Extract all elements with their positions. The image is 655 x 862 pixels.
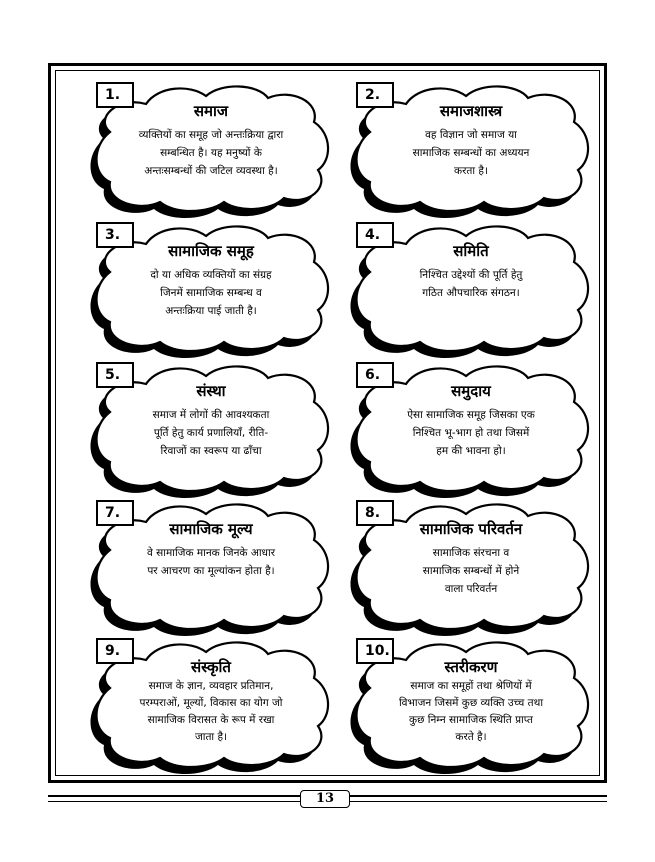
card-title: स्तरीकरण [444, 658, 498, 676]
card-description [374, 126, 568, 180]
card-description-line: जाता है। [194, 731, 228, 743]
card-description-line: हम की भावना हो। [436, 445, 506, 457]
card-description [114, 126, 308, 180]
card-description-line: वाला परिवर्तन [444, 583, 498, 595]
card-description-line: करते है। [455, 731, 487, 743]
concept-card [88, 638, 334, 766]
card-title: सामाजिक परिवर्तन [419, 520, 523, 538]
footer [48, 790, 607, 810]
card-description-line: गठित औपचारिक संगठन। [422, 287, 520, 299]
card-title: समाज [193, 102, 229, 120]
concept-card [348, 638, 594, 766]
card-description-line: दो या अधिक व्यक्तियों का संग्रह [150, 269, 272, 281]
card-number: 4. [356, 222, 394, 248]
card-description-line: वह विज्ञान जो समाज या [425, 129, 517, 141]
card-description-line: निश्चित उद्देश्यों की पूर्ति हेतु [419, 269, 523, 281]
concept-card [348, 500, 594, 628]
card-number: 5. [96, 362, 134, 388]
card-description [374, 678, 568, 746]
card-description-line: करता है। [454, 165, 488, 177]
card-description-line: सामाजिक सम्बन्धों का अध्ययन [412, 147, 530, 159]
card-description-line: विभाजन जिसमें कुछ व्यक्ति उच्च तथा [398, 697, 544, 709]
concept-card [348, 82, 594, 210]
card-description [374, 266, 568, 302]
card-description [114, 544, 308, 580]
concept-card [348, 362, 594, 490]
page-number: 13 [300, 790, 350, 808]
concept-card [88, 362, 334, 490]
card-number: 7. [96, 500, 134, 526]
card-description-line: ऐसा सामाजिक समूह जिसका एक [407, 409, 535, 421]
card-description-line: रिवाजों का स्वरूप या ढाँचा [160, 445, 262, 457]
card-description-line: समाज में लोगों की आवश्यकता [152, 409, 270, 421]
concept-card [348, 222, 594, 350]
card-description-line: सम्बन्धित है। यह मनुष्यों के [160, 147, 262, 159]
card-description-line: पर आचरण का मूल्यांकन होता है। [147, 565, 275, 577]
card-description [114, 406, 308, 460]
card-number: 6. [356, 362, 394, 388]
card-description-line: समाज के ज्ञान, व्यवहार प्रतिमान, [148, 680, 274, 692]
card-description-line: वे सामाजिक मानक जिनके आधार [146, 547, 276, 559]
card-description-line: अन्तःक्रिया पाई जाती है। [165, 305, 257, 317]
card-number: 8. [356, 500, 394, 526]
card-title: संस्कृति [191, 658, 231, 676]
concept-card [88, 82, 334, 210]
card-description-line: पूर्ति हेतु कार्य प्रणालियाँ, रीति- [153, 427, 269, 439]
card-description [114, 678, 308, 746]
card-title: समिति [453, 242, 489, 260]
concept-card [88, 500, 334, 628]
card-number: 3. [96, 222, 134, 248]
card-description-line: सामाजिक संरचना व [432, 547, 510, 559]
card-number: 10. [356, 638, 394, 664]
card-description-line: कुछ निम्न सामाजिक स्थिति प्राप्त [409, 714, 533, 726]
card-description [374, 406, 568, 460]
card-description [114, 266, 308, 320]
card-description-line: सामाजिक सम्बन्धों में होने [422, 565, 520, 577]
card-description [374, 544, 568, 598]
card-title: संस्था [196, 382, 226, 400]
card-number: 2. [356, 82, 394, 108]
card-title: समाजशास्त्र [439, 102, 503, 120]
card-description-line: व्यक्तियों का समूह जो अन्तःक्रिया द्वारा [138, 129, 284, 141]
card-description-line: परम्पराओं, मूल्यों, विकास का योग जो [139, 697, 283, 709]
card-number: 9. [96, 638, 134, 664]
card-description-line: जिनमें सामाजिक सम्बन्ध व [160, 287, 262, 299]
card-number: 1. [96, 82, 134, 108]
card-description-line: अन्तःसम्बन्धों की जटिल व्यवस्था है। [144, 165, 278, 177]
card-title: समुदाय [451, 382, 491, 400]
card-title: सामाजिक समूह [168, 242, 254, 260]
card-description-line: निश्चित भू-भाग हो तथा जिसमें [412, 427, 530, 439]
card-description-line: समाज का समूहों तथा श्रेणियों में [410, 680, 532, 692]
card-description-line: सामाजिक विरासत के रूप में रखा [147, 714, 275, 726]
card-title: सामाजिक मूल्य [169, 520, 253, 538]
concept-card [88, 222, 334, 350]
